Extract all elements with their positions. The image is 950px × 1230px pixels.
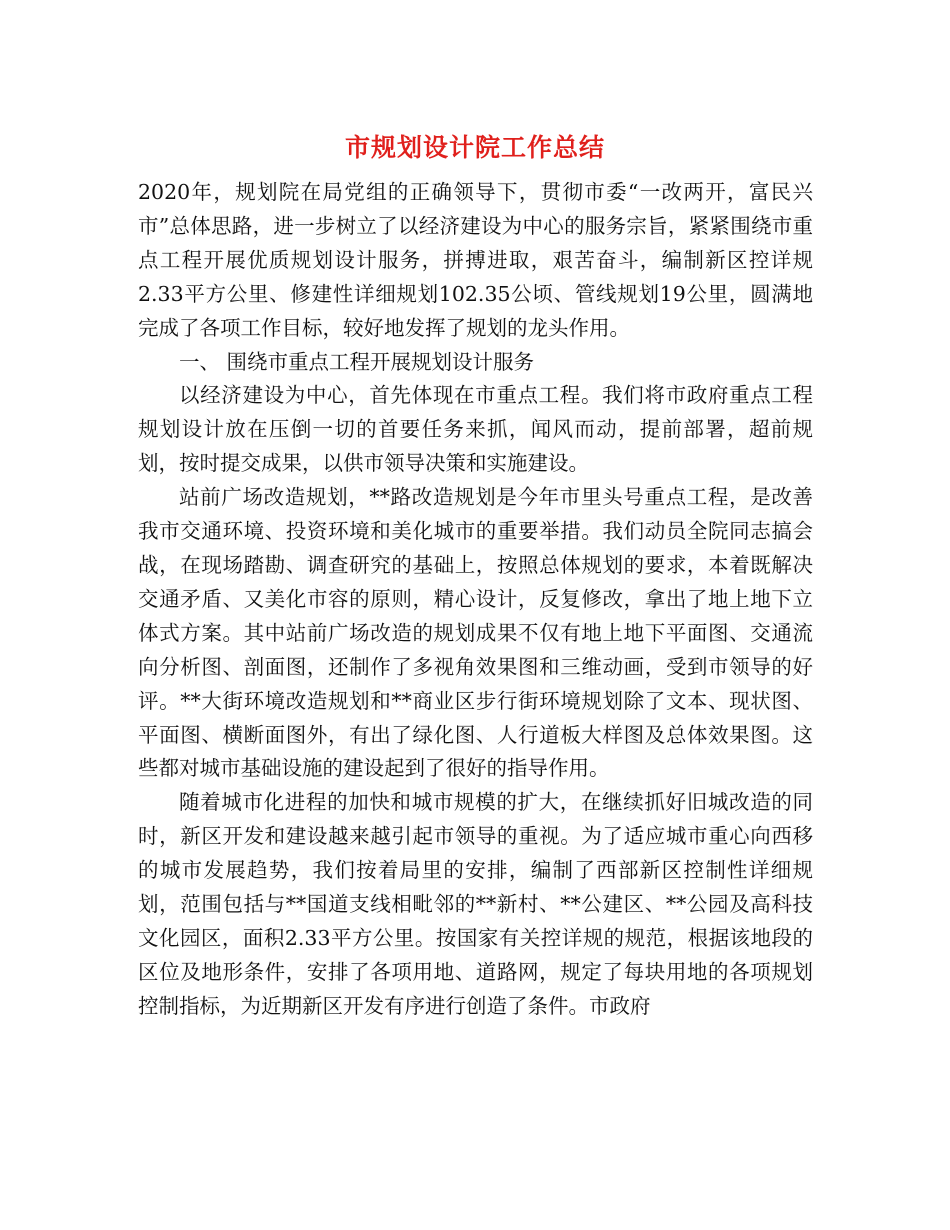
body-paragraph-2: 站前广场改造规划，**路改造规划是今年市里头号重点工程，是改善我市交通环境、投资环境和美化城市的重要举措。我们动员全院同志搞会战，在现场踏勘、调查研究的基础上，按照总体规划的要求，本着既解决交通矛盾、又美化市容的原则，精心设计，反复修改，拿出了地上地下立体式方案。其中站前广场改造的规划成果不仅有地上地下平面图、交通流向分析图、剖面图，还制作了多视角效果图和三维动画，受到市领导的好评。**大街环境改造规划和**商业区步行街环境规划除了文本、现状图、平面图、横断面图外，有出了绿化图、人行道板大样图及总体效果图。这些都对城市基础设施的建设起到了很好的指导作用。 [138, 485, 813, 781]
document-body [138, 176, 813, 1024]
body-paragraph-1: 以经济建设为中心，首先体现在市重点工程。我们将市政府重点工程规划设计放在压倒一切的首要任务来抓，闻风而动，提前部署，超前规划，按时提交成果，以供市领导决策和实施建设。 [138, 383, 813, 476]
intro-paragraph: 2020年，规划院在局党组的正确领导下，贯彻市委“一改两开，富民兴市”总体思路，进一步树立了以经济建设为中心的服务宗旨，紧紧围绕市重点工程开展优质规划设计服务，拼搏进取，艰苦奋斗，编制新区控详规2.33平方公里、修建性详细规划102.35公顷、管线规划19公里，圆满地完成了各项工作目标，较好地发挥了规划的龙头作用。 [138, 180, 813, 340]
document-title: 市规划设计院工作总结 [344, 133, 605, 162]
section-heading-1: 一、 围绕市重点工程开展规划设计服务 [179, 349, 535, 374]
body-paragraph-3: 随着城市化进程的加快和城市规模的扩大，在继续抓好旧城改造的同时，新区开发和建设越来越引起市领导的重视。为了适应城市重心向西移的城市发展趋势，我们按着局里的安排，编制了西部新区控制性详细规划，范围包括与**国道支线相毗邻的**新村、**公建区、**公园及高科技文化园区，面积2.33平方公里。按国家有关控详规的规范，根据该地段的区位及地形条件，安排了各项用地、道路网，规定了每块用地的各项规划控制指标，为近期新区开发有序进行创造了条件。市政府 [138, 790, 813, 1018]
